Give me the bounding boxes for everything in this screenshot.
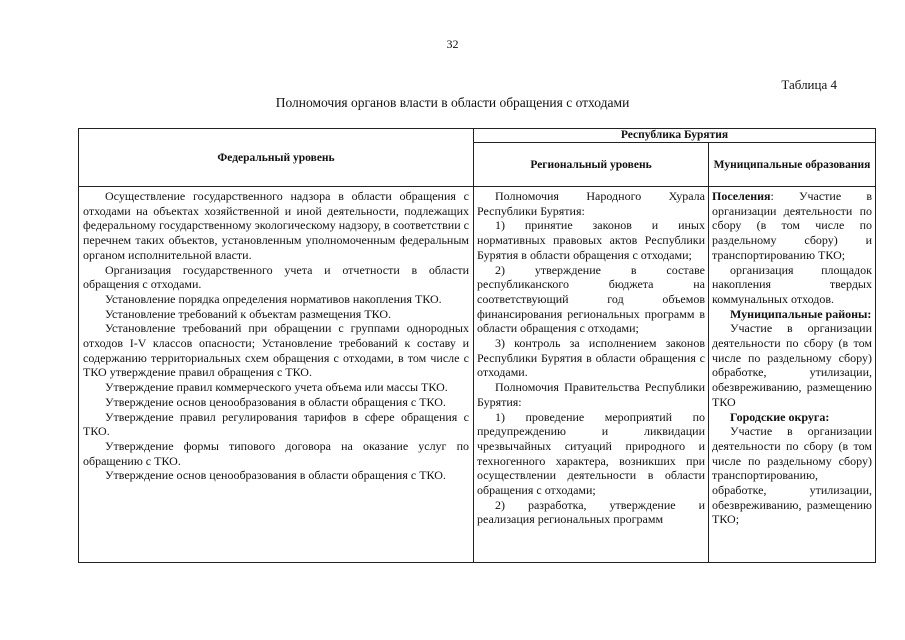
regional-paragraph: 1) принятие законов и иных нормативных правовых актов Республики Бурятия в области обращения с отходами; bbox=[477, 218, 705, 262]
header-federal: Федеральный уровень bbox=[79, 129, 474, 187]
municipal-cell bbox=[709, 187, 876, 563]
federal-paragraph: Установление требований к объектам размещения ТКО. bbox=[105, 306, 392, 321]
document-title: Полномочия органов власти в области обращения с отходами bbox=[275, 95, 630, 110]
urban-label: Городские округа: bbox=[730, 409, 830, 424]
settlements-text: : Участие в организации деятельности по сбору (в том числе по раздельному сбору) и транспортированию ТКО; bbox=[712, 189, 872, 262]
table-label: Таблица 4 bbox=[781, 77, 837, 92]
regional-paragraph: 2) разработка, утверждение и реализация региональных программ bbox=[477, 497, 705, 527]
settlements-label: Поселения bbox=[712, 189, 771, 203]
regional-paragraph: 3) контроль за исполнением законов Республики Бурятия в области обращения с отходами. bbox=[477, 336, 705, 380]
page-number: 32 bbox=[446, 37, 459, 51]
header-regional: Региональный уровень bbox=[474, 143, 709, 187]
regional-paragraph: Полномочия Народного Хурала Республики Бурятия: bbox=[477, 189, 705, 218]
header-municipal: Муниципальные образования bbox=[709, 143, 876, 187]
federal-paragraph: Утверждение правил регулирования тарифов в сфере обращения с ТКО. bbox=[83, 409, 469, 439]
federal-paragraph: Осуществление государственного надзора в области обращения с отходами на объектах хозяйственной и иной деятельности, подлежащих федеральному государственному экологическому надзору, в соответствии с перечнем таких объектов, установленным уполномоченным федеральным органом исполнительной власти. bbox=[83, 189, 469, 262]
regional-paragraph: 2) утверждение в составе республиканского бюджета на соответствующий год объемов финансирования региональных программ в области обращения с отходами; bbox=[477, 262, 705, 336]
districts-label-row bbox=[712, 307, 872, 322]
regional-cell bbox=[474, 187, 709, 563]
federal-paragraph: Утверждение правил коммерческого учета объема или массы ТКО. bbox=[105, 380, 448, 395]
districts-label: Муниципальные районы: bbox=[730, 306, 872, 321]
federal-paragraph: Организация государственного учета и отчетности в области обращения с отходами. bbox=[83, 262, 469, 292]
federal-paragraph: Утверждение основ ценообразования в области обращения с ТКО. bbox=[105, 394, 446, 409]
federal-paragraph: Установление порядка определения нормативов накопления ТКО. bbox=[105, 291, 442, 306]
federal-cell bbox=[79, 187, 474, 563]
municipal-settlements bbox=[712, 189, 872, 263]
regional-paragraph: Полномочия Правительства Республики Бурятия: bbox=[477, 380, 705, 409]
settlements-text-2: организация площадок накопления твердых коммунальных отходов. bbox=[712, 262, 872, 306]
urban-text: Участие в организации деятельности по сбору (в том числе по раздельному сбору) транспортированию, обработке, утилизации, обезвреживанию, размещению ТКО; bbox=[712, 424, 872, 527]
header-republic: Республика Бурятия bbox=[474, 129, 876, 143]
federal-paragraph: Установление требований при обращении с группами однородных отходов I-V классов опасности; Установление требований к составу и содержанию территориальных схем обращения с отходами, в том числе с ТКО утверждение правил обращения с ТКО. bbox=[83, 321, 469, 380]
regional-paragraph: 1) проведение мероприятий по предупреждению и ликвидации чрезвычайных ситуаций природного и техногенного характера, возникших при осуществлении деятельности в области обращения с отходами; bbox=[477, 409, 705, 498]
authority-table bbox=[78, 128, 876, 563]
districts-text: Участие в организации деятельности по сбору (в том числе по раздельному сбору) обработке, утилизации, обезвреживанию, размещению ТКО bbox=[712, 321, 872, 409]
federal-paragraph: Утверждение формы типового договора на оказание услуг по обращению с ТКО. bbox=[83, 438, 469, 468]
urban-label-row bbox=[712, 410, 872, 425]
federal-paragraph: Утверждение основ ценообразования в области обращения с ТКО. bbox=[105, 468, 446, 483]
